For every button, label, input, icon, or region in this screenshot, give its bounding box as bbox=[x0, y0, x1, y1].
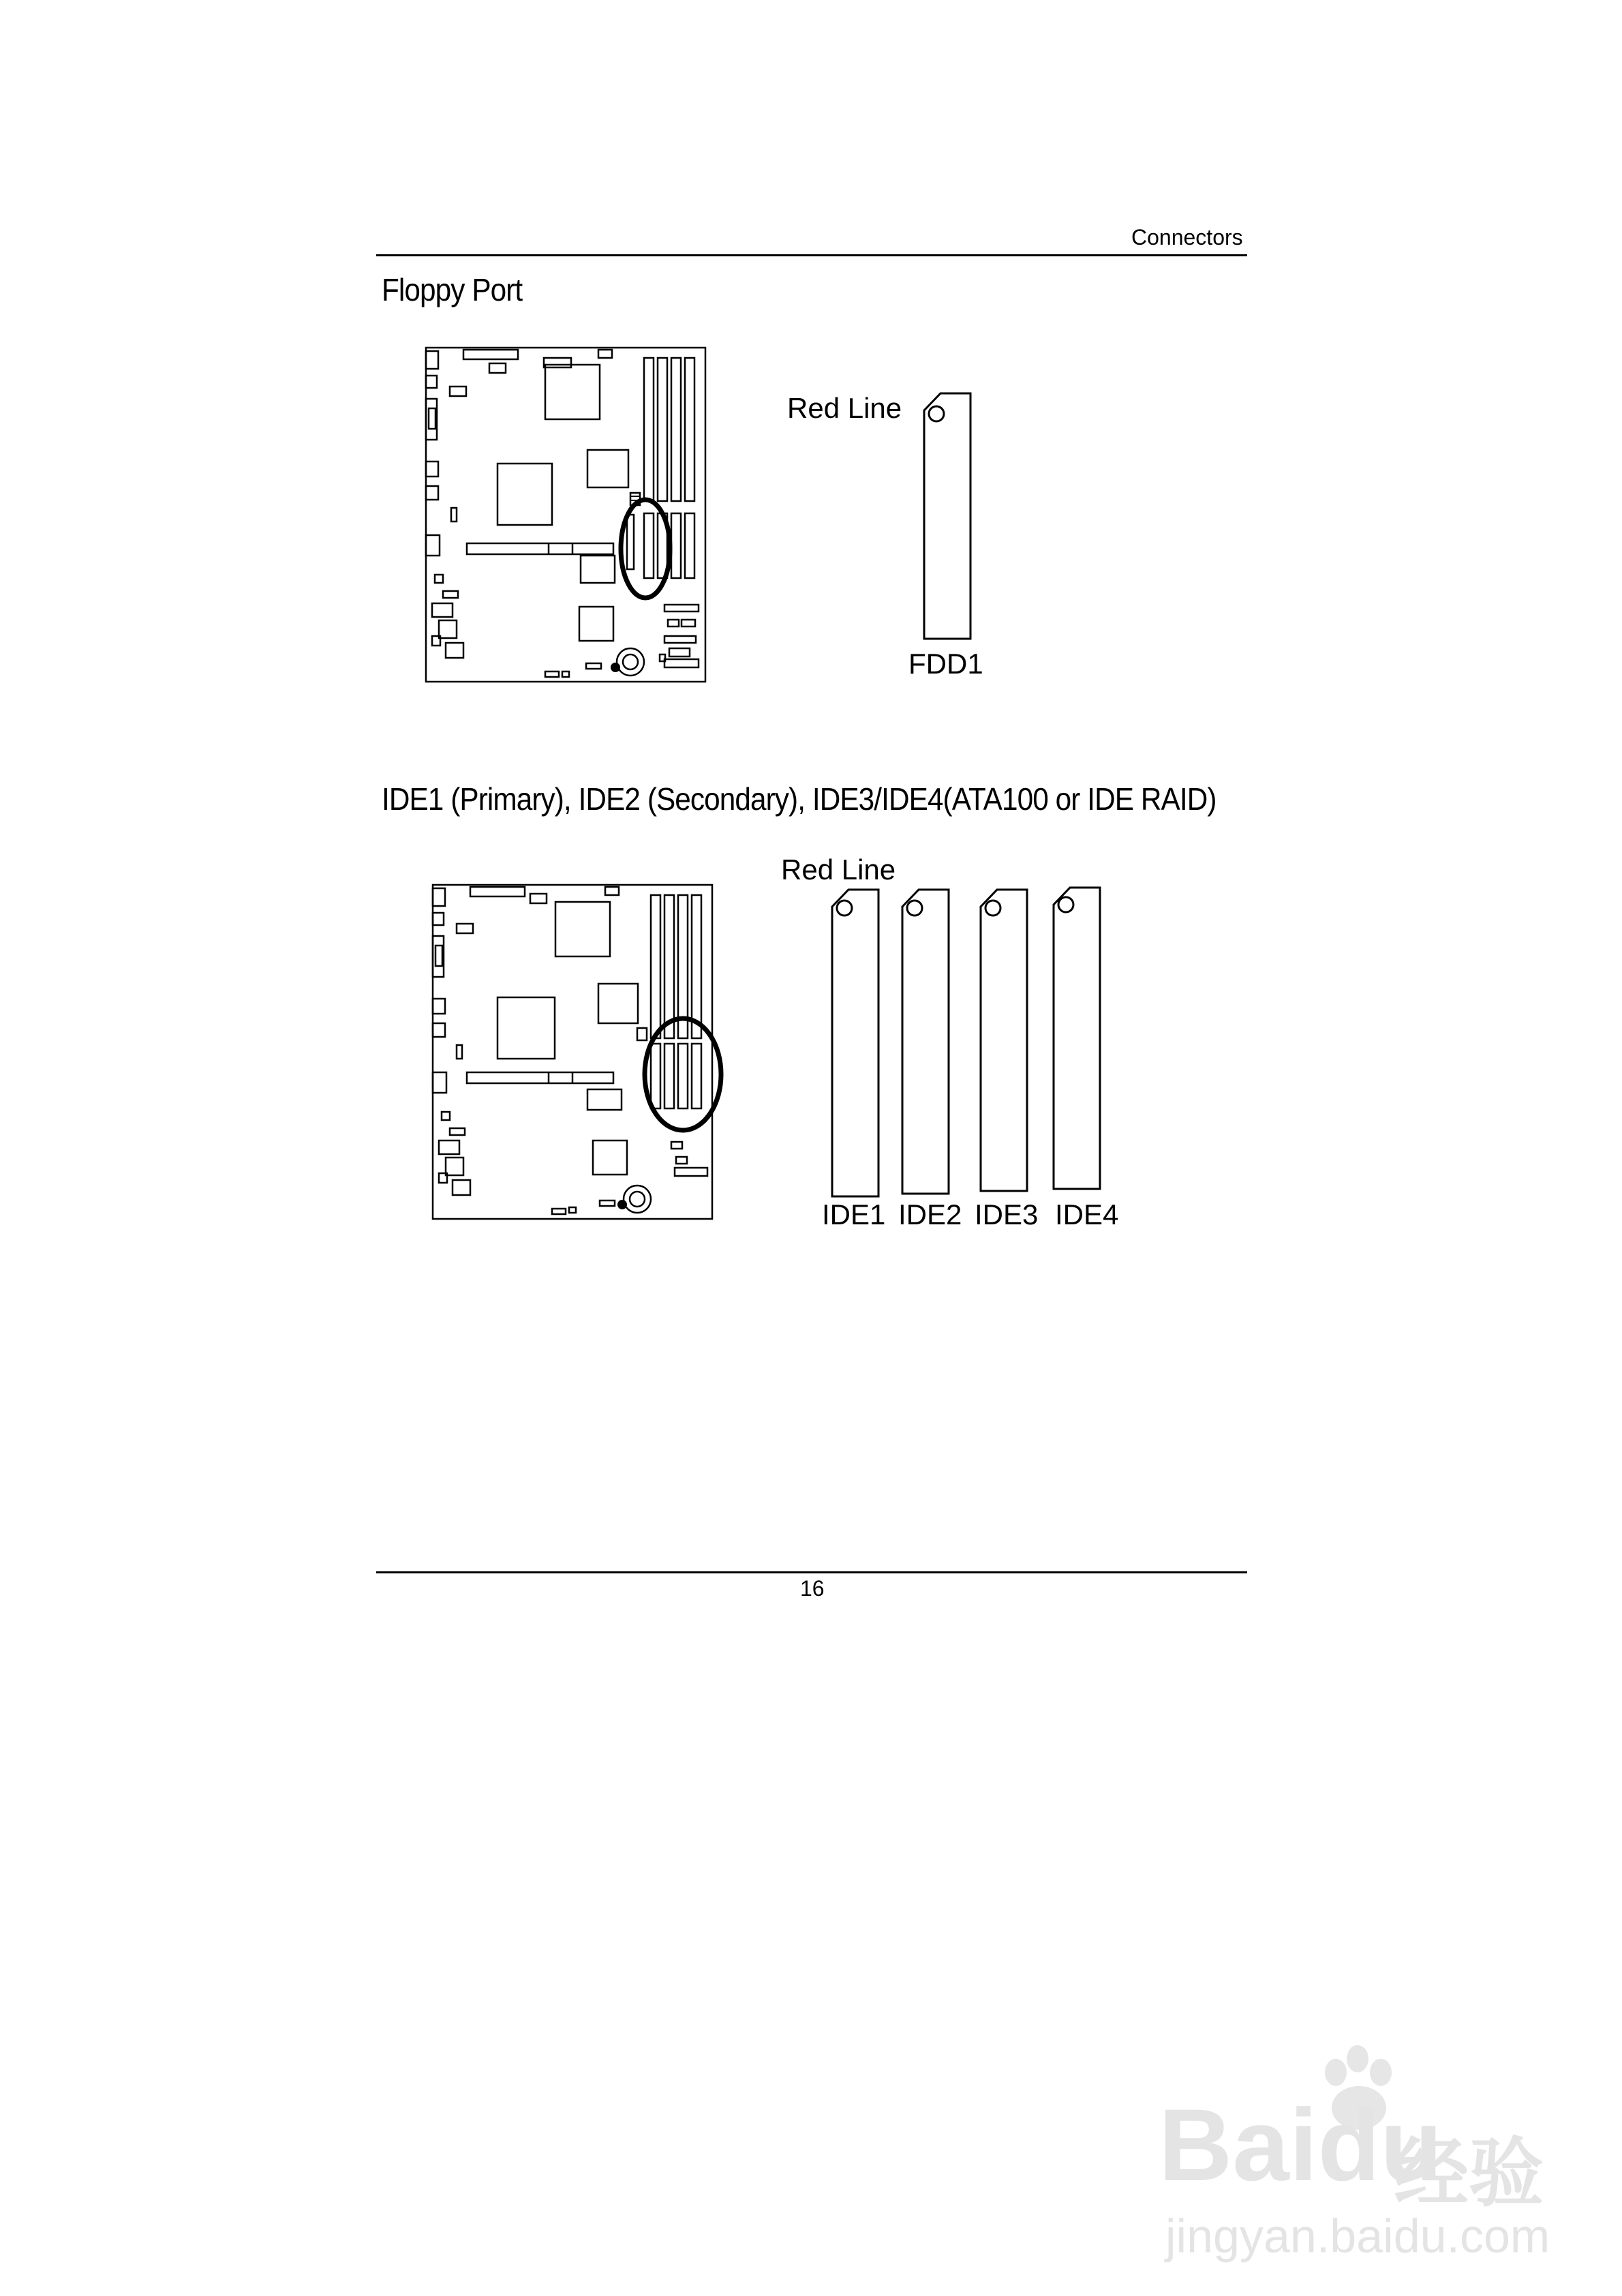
ide2-connector bbox=[898, 886, 953, 1197]
ide4-label: IDE4 bbox=[1055, 1198, 1119, 1230]
fdd1-connector bbox=[920, 390, 975, 642]
watermark-brand: Baidu bbox=[1159, 2087, 1443, 2202]
ide-red-line-label: Red Line bbox=[781, 854, 896, 886]
ide3-connector bbox=[977, 886, 1031, 1194]
watermark-url: jingyan.baidu.com bbox=[1165, 2209, 1550, 2263]
watermark-cn: 经验 bbox=[1394, 2132, 1544, 2216]
header-section-name: Connectors bbox=[1131, 225, 1243, 250]
motherboard-diagram-floppy bbox=[423, 344, 709, 685]
ide2-label: IDE2 bbox=[898, 1198, 962, 1230]
ide1-label: IDE1 bbox=[822, 1198, 886, 1230]
fdd1-label: FDD1 bbox=[908, 648, 983, 680]
motherboard-diagram-ide bbox=[429, 881, 729, 1222]
ide-section-title: IDE1 (Primary), IDE2 (Secondary), IDE3/IDE4(ATA100 or IDE RAID) bbox=[382, 781, 1216, 817]
baidu-watermark bbox=[1159, 2045, 1581, 2277]
page-number: 16 bbox=[800, 1576, 825, 1601]
footer-rule bbox=[376, 1571, 1247, 1573]
floppy-red-line-label: Red Line bbox=[787, 392, 902, 424]
header-rule bbox=[376, 254, 1247, 256]
ide3-label: IDE3 bbox=[975, 1198, 1039, 1230]
ide1-connector bbox=[828, 886, 883, 1200]
ide4-connector bbox=[1050, 884, 1104, 1192]
floppy-section-title: Floppy Port bbox=[382, 272, 523, 307]
